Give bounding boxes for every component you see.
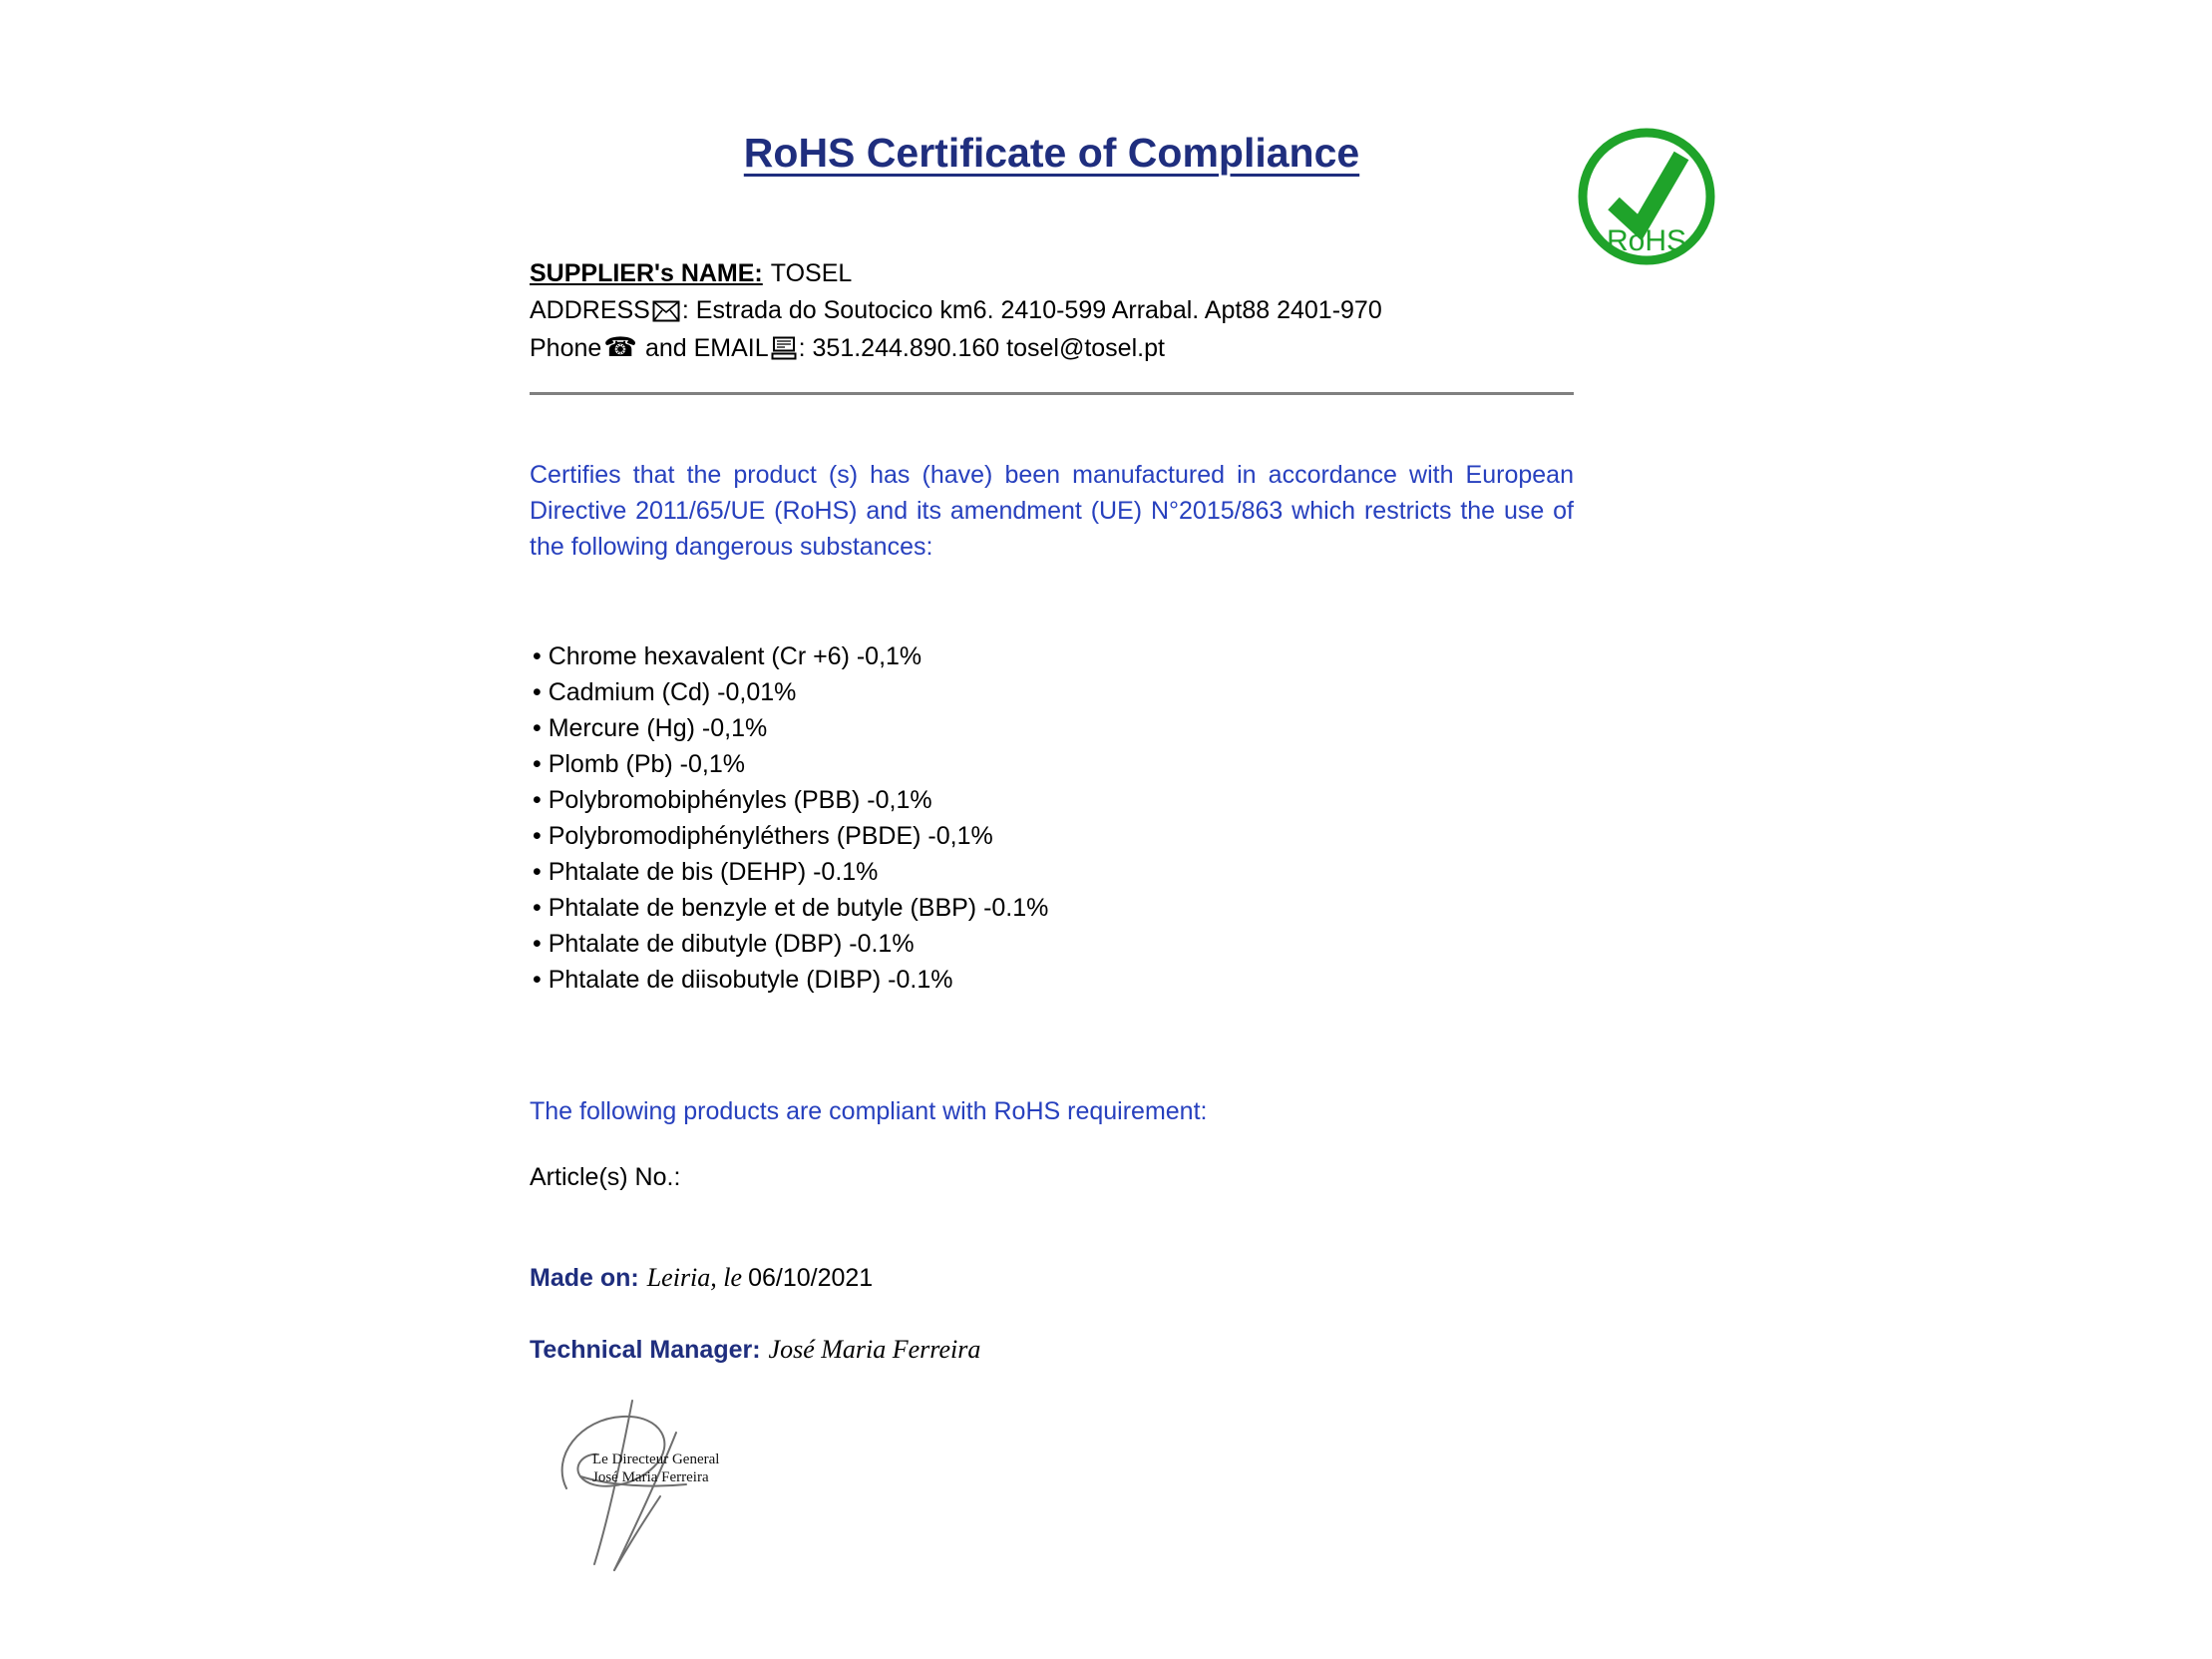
made-on-label: Made on: — [530, 1264, 639, 1292]
made-on-place: Leiria, le — [646, 1263, 743, 1292]
technical-manager-name: José Maria Ferreira — [768, 1335, 981, 1364]
phone-label: Phone — [530, 334, 602, 362]
substance-item: • Cadmium (Cd) -0,01% — [533, 674, 1048, 710]
supplier-contact-line — [530, 329, 1574, 367]
substance-item: • Mercure (Hg) -0,1% — [533, 710, 1048, 746]
signature-scribble — [537, 1393, 826, 1592]
envelope-icon — [652, 300, 680, 322]
made-on-line — [530, 1263, 873, 1293]
rohs-logo-label: RoHS — [1606, 224, 1687, 257]
substance-item: • Chrome hexavalent (Cr +6) -0,1% — [533, 638, 1048, 674]
address-label: ADDRESS — [530, 296, 650, 324]
technical-manager-line — [530, 1335, 980, 1365]
phone-icon: ☎ — [603, 332, 637, 362]
substance-item: • Phtalate de benzyle et de butyle (BBP) -0.1% — [533, 890, 1048, 926]
substance-item: • Phtalate de bis (DEHP) -0.1% — [533, 854, 1048, 890]
signature-block — [537, 1393, 826, 1592]
supplier-block — [530, 255, 1574, 367]
divider-line — [530, 392, 1574, 395]
technical-manager-label: Technical Manager: — [530, 1336, 761, 1364]
supplier-address-line — [530, 292, 1574, 329]
rohs-checkmark-icon — [1574, 124, 1719, 269]
signature-text — [592, 1451, 719, 1486]
certification-statement: Certifies that the product (s) has (have) been manufactured in accordance with European Directive 2011/65/UE (RoHS) and its amendment (UE) N°2015/863 which restricts the use of the following dangerous substances: — [530, 461, 1574, 561]
contact-value: : 351.244.890.160 tosel@tosel.pt — [798, 334, 1165, 362]
computer-icon — [771, 336, 797, 360]
article-number-label: Article(s) No.: — [530, 1163, 681, 1191]
email-label: and EMAIL — [644, 334, 769, 362]
substance-item: • Plomb (Pb) -0,1% — [533, 746, 1048, 782]
document-title: RoHS Certificate of Compliance — [743, 130, 1360, 176]
signature-name: José Maria Ferreira — [592, 1469, 709, 1485]
substance-item: • Phtalate de dibutyle (DBP) -0.1% — [533, 926, 1048, 962]
substances-list — [533, 638, 1048, 998]
substance-item: • Polybromobiphényles (PBB) -0,1% — [533, 782, 1048, 818]
compliance-statement: The following products are compliant with RoHS requirement: — [530, 1097, 1208, 1125]
supplier-name-line — [530, 255, 1574, 292]
supplier-name-label: SUPPLIER's NAME: — [530, 259, 763, 287]
signature-title: Le Directeur General — [592, 1452, 720, 1467]
substance-item: • Polybromodiphényléthers (PBDE) -0,1% — [533, 818, 1048, 854]
supplier-name-value: TOSEL — [770, 259, 853, 287]
rohs-logo — [1574, 124, 1719, 269]
made-on-date: 06/10/2021 — [748, 1264, 874, 1292]
substance-item: • Phtalate de diisobutyle (DIBP) -0.1% — [533, 962, 1048, 998]
address-value: : Estrada do Soutocico km6. 2410-599 Arrabal. Apt88 2401-970 — [681, 296, 1382, 324]
